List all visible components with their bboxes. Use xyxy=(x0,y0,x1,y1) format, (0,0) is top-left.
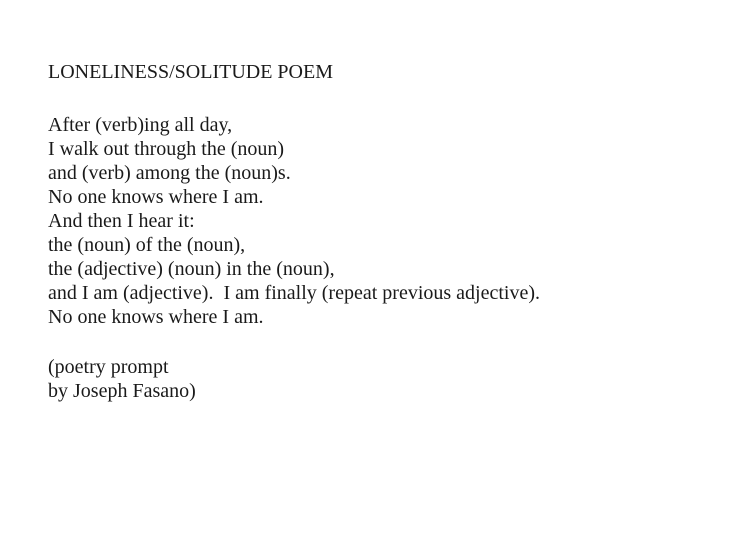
poem-line: After (verb)ing all day, xyxy=(48,114,233,136)
poem-title: LONELINESS/SOLITUDE POEM xyxy=(48,61,333,83)
poem-line: No one knows where I am. xyxy=(48,306,264,328)
document-page xyxy=(48,59,738,403)
poem-credit xyxy=(48,355,738,403)
poem-line: And then I hear it: xyxy=(48,210,195,232)
credit-line: (poetry prompt xyxy=(48,356,169,378)
poem-line: and I am (adjective). I am finally (repeat previous adjective). xyxy=(48,282,540,304)
poem-body xyxy=(48,113,738,329)
poem-line: No one knows where I am. xyxy=(48,186,264,208)
poem-line: I walk out through the (noun) xyxy=(48,138,285,160)
credit-line: by Joseph Fasano) xyxy=(48,380,196,402)
poem-line: and (verb) among the (noun)s. xyxy=(48,162,291,184)
poem-line: the (adjective) (noun) in the (noun), xyxy=(48,258,335,280)
poem-line: the (noun) of the (noun), xyxy=(48,234,246,256)
